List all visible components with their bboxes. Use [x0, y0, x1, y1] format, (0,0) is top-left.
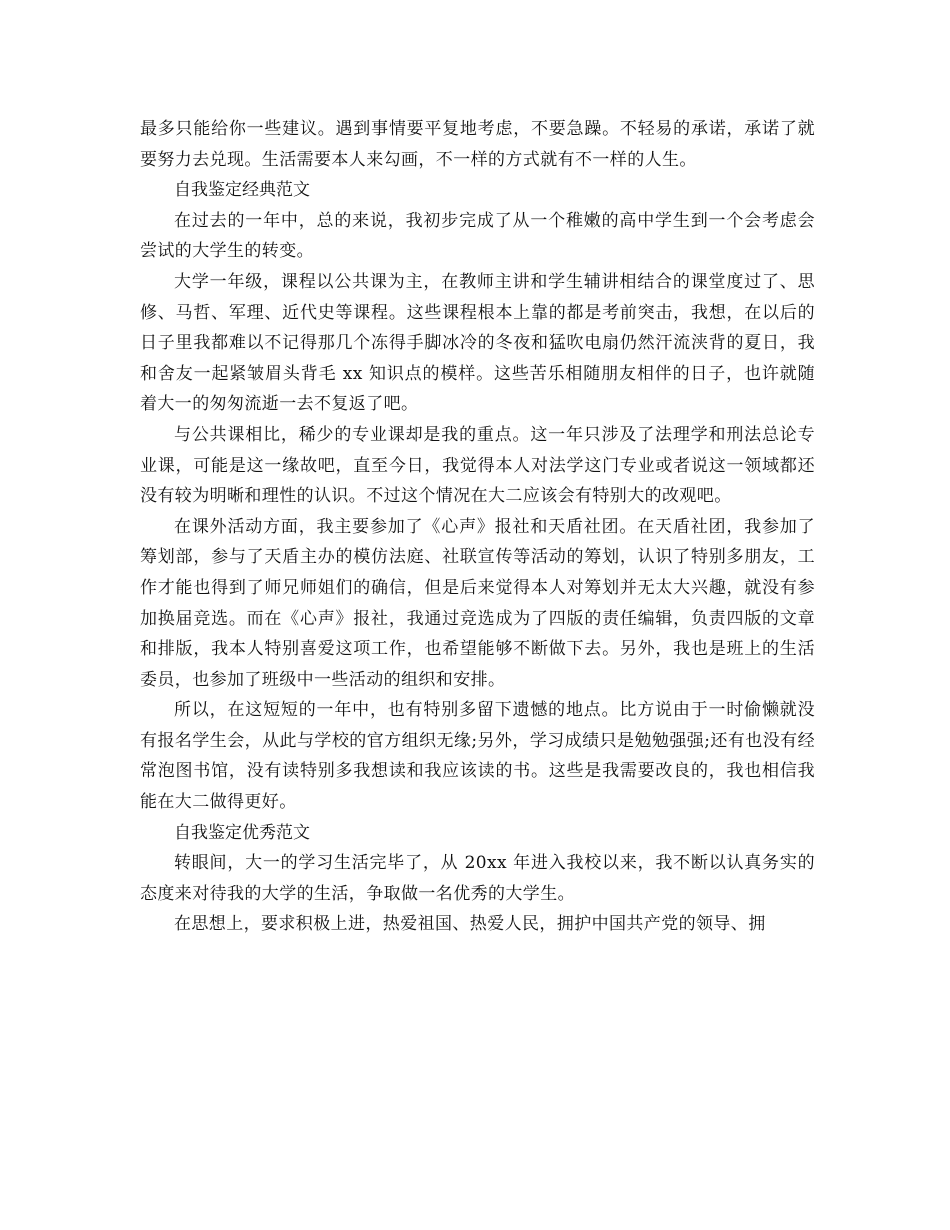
paragraph: 在思想上，要求积极上进，热爱祖国、热爱人民，拥护中国共产党的领导、拥 — [174, 914, 766, 935]
paragraph: 所以，在这短短的一年中，也有特别多留下遗憾的地点。比方说由于一时偷懒就没有报名学生会，从此与学校的官方组织无缘;另外，学习成绩只是勉勉强强;还有也没有经常泡图书馆，没有读特别多我想读和我应该读的书。这些是我需要改良的，我也相信我能在大二做得更好。 — [140, 700, 815, 813]
section-heading-excellent: 自我鉴定优秀范文 — [174, 822, 310, 843]
paragraph: 大学一年级，课程以公共课为主，在教师主讲和学生辅讲相结合的课堂度过了、思修、马哲、军理、近代史等课程。这些课程根本上靠的都是考前突击，我想，在以后的日子里我都难以不记得那几个冻得手脚冰冷的冬夜和猛吹电扇仍然汗流浃背的夏日，我和舍友一起紧皱眉头背毛 xx 知识点的模样。这些苦乐相随朋友相伴的日子，也许就随着大一的匆匆流逝一去不复返了吧。 — [140, 271, 815, 415]
paragraph: 转眼间，大一的学习生活完毕了，从 20xx 年进入我校以来，我不断以认真务实的态度来对待我的大学的生活，争取做一名优秀的大学生。 — [140, 853, 815, 904]
section-heading-classic: 自我鉴定经典范文 — [174, 180, 310, 201]
paragraph: 在课外活动方面，我主要参加了《心声》报社和天盾社团。在天盾社团，我参加了筹划部，参与了天盾主办的模仿法庭、社联宣传等活动的筹划，认识了特别多朋友，工作才能也得到了师兄师姐们的确信，但是后来觉得本人对筹划并无太大兴趣，就没有参加换届竞选。而在《心声》报社，我通过竞选成为了四版的责任编辑，负责四版的文章和排版，我本人特别喜爱这项工作，也希望能够不断做下去。另外，我也是班上的生活委员，也参加了班级中一些活动的组织和安排。 — [140, 516, 815, 690]
document-page — [140, 114, 815, 940]
paragraph: 在过去的一年中，总的来说，我初步完成了从一个稚嫩的高中学生到一个会考虑会尝试的大学生的转变。 — [140, 210, 815, 262]
paragraph: 与公共课相比，稀少的专业课却是我的重点。这一年只涉及了法理学和刑法总论专业课，可能是这一缘故吧，直至今日，我觉得本人对法学这门专业或者说这一领域都还没有较为明晰和理性的认识。不过这个情况在大二应该会有特别大的改观吧。 — [140, 424, 815, 507]
paragraph-continuation: 最多只能给你一些建议。遇到事情要平复地考虑，不要急躁。不轻易的承诺，承诺了就要努力去兑现。生活需要本人来勾画，不一样的方式就有不一样的人生。 — [140, 119, 815, 170]
